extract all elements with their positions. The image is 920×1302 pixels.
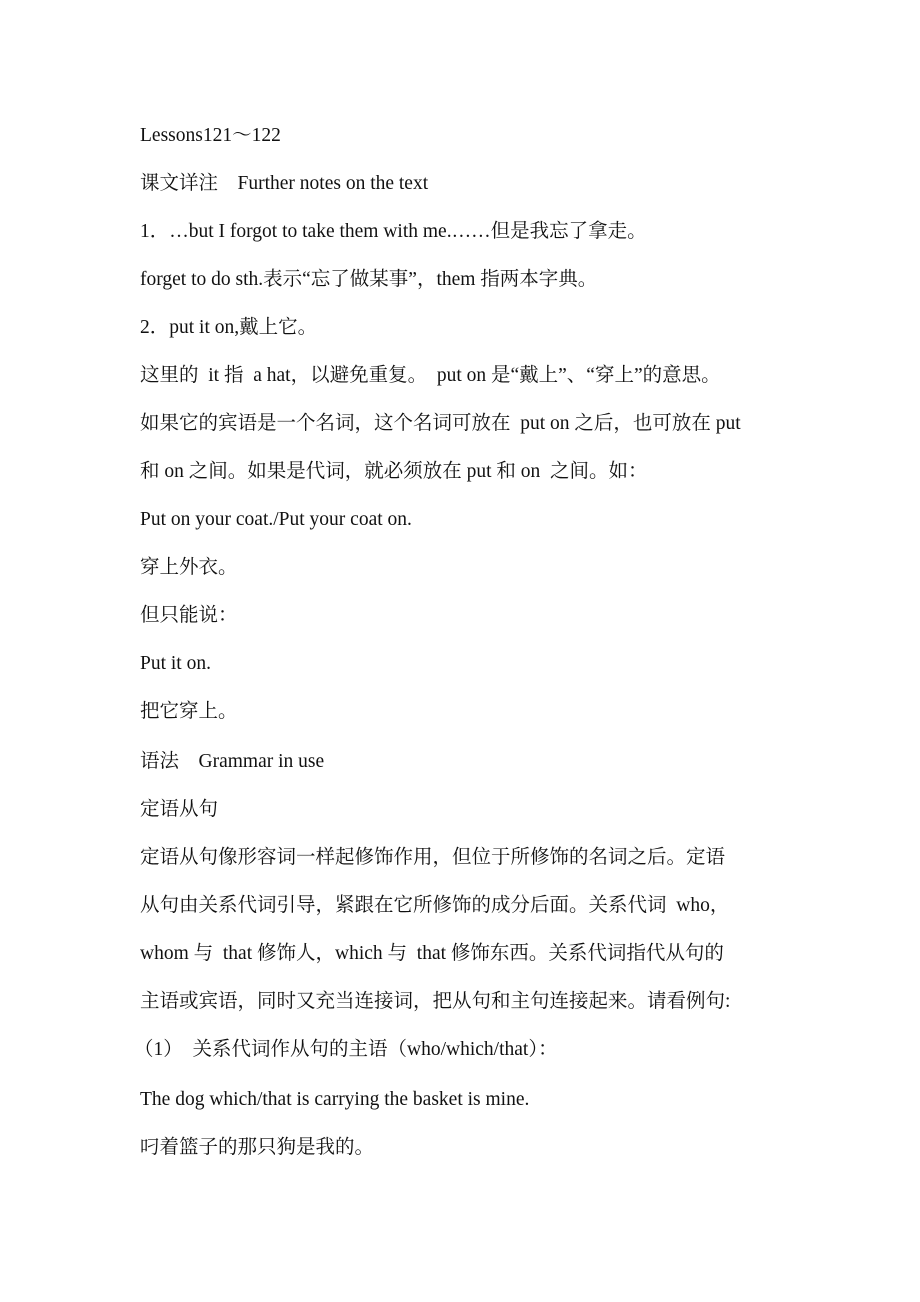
paragraph-noun-object: 如果它的宾语是一个名词，这个名词可放在 put on 之后，也可放在 put: [140, 413, 741, 434]
example-dog-basket: The dog which/that is carrying the basket is mine.: [140, 1089, 530, 1110]
translation-dog-basket: 叼着篮子的那只狗是我的。: [140, 1137, 375, 1158]
list-item-1-subject: （1） 关系代词作从句的主语（who/which/that）：: [134, 1039, 558, 1060]
paragraph-forget-explanation: forget to do sth.表示“忘了做某事”，them 指两本字典。: [140, 269, 598, 290]
section-heading-grammar: 语法 Grammar in use: [140, 751, 325, 772]
note-item-2: 2．put it on,戴上它。: [140, 317, 318, 338]
paragraph-clause-line-1: 定语从句像形容词一样起修饰作用，但位于所修饰的名词之后。定语: [140, 847, 726, 868]
note-item-1: 1．…but I forgot to take them with me.……但是我忘了拿走。: [140, 221, 647, 242]
subheading-attributive-clause: 定语从句: [140, 799, 219, 820]
paragraph-pronoun-object: 和 on 之间。如果是代词，就必须放在 put 和 on 之间。如：: [140, 461, 648, 482]
translation-put-on-coat: 穿上外衣。: [140, 557, 238, 578]
section-heading-further-notes: 课文详注 Further notes on the text: [140, 173, 429, 194]
translation-put-it-on: 把它穿上。: [140, 701, 238, 722]
paragraph-only-say: 但只能说：: [140, 605, 238, 626]
paragraph-put-on-meaning: 这里的 it 指 a hat，以避免重复。 put on 是“戴上”、“穿上”的意思。: [140, 365, 721, 386]
paragraph-clause-line-2: 从句由关系代词引导，紧跟在它所修饰的成分后面。关系代词 who，: [140, 895, 730, 916]
example-put-on-coat: Put on your coat./Put your coat on.: [140, 509, 412, 530]
lesson-title: Lessons121～122: [140, 125, 281, 146]
paragraph-clause-line-4: 主语或宾语，同时又充当连接词，把从句和主句连接起来。请看例句:: [140, 991, 731, 1012]
paragraph-clause-line-3: whom 与 that 修饰人，which 与 that 修饰东西。关系代词指代从句的: [140, 943, 724, 964]
example-put-it-on: Put it on.: [140, 653, 211, 674]
